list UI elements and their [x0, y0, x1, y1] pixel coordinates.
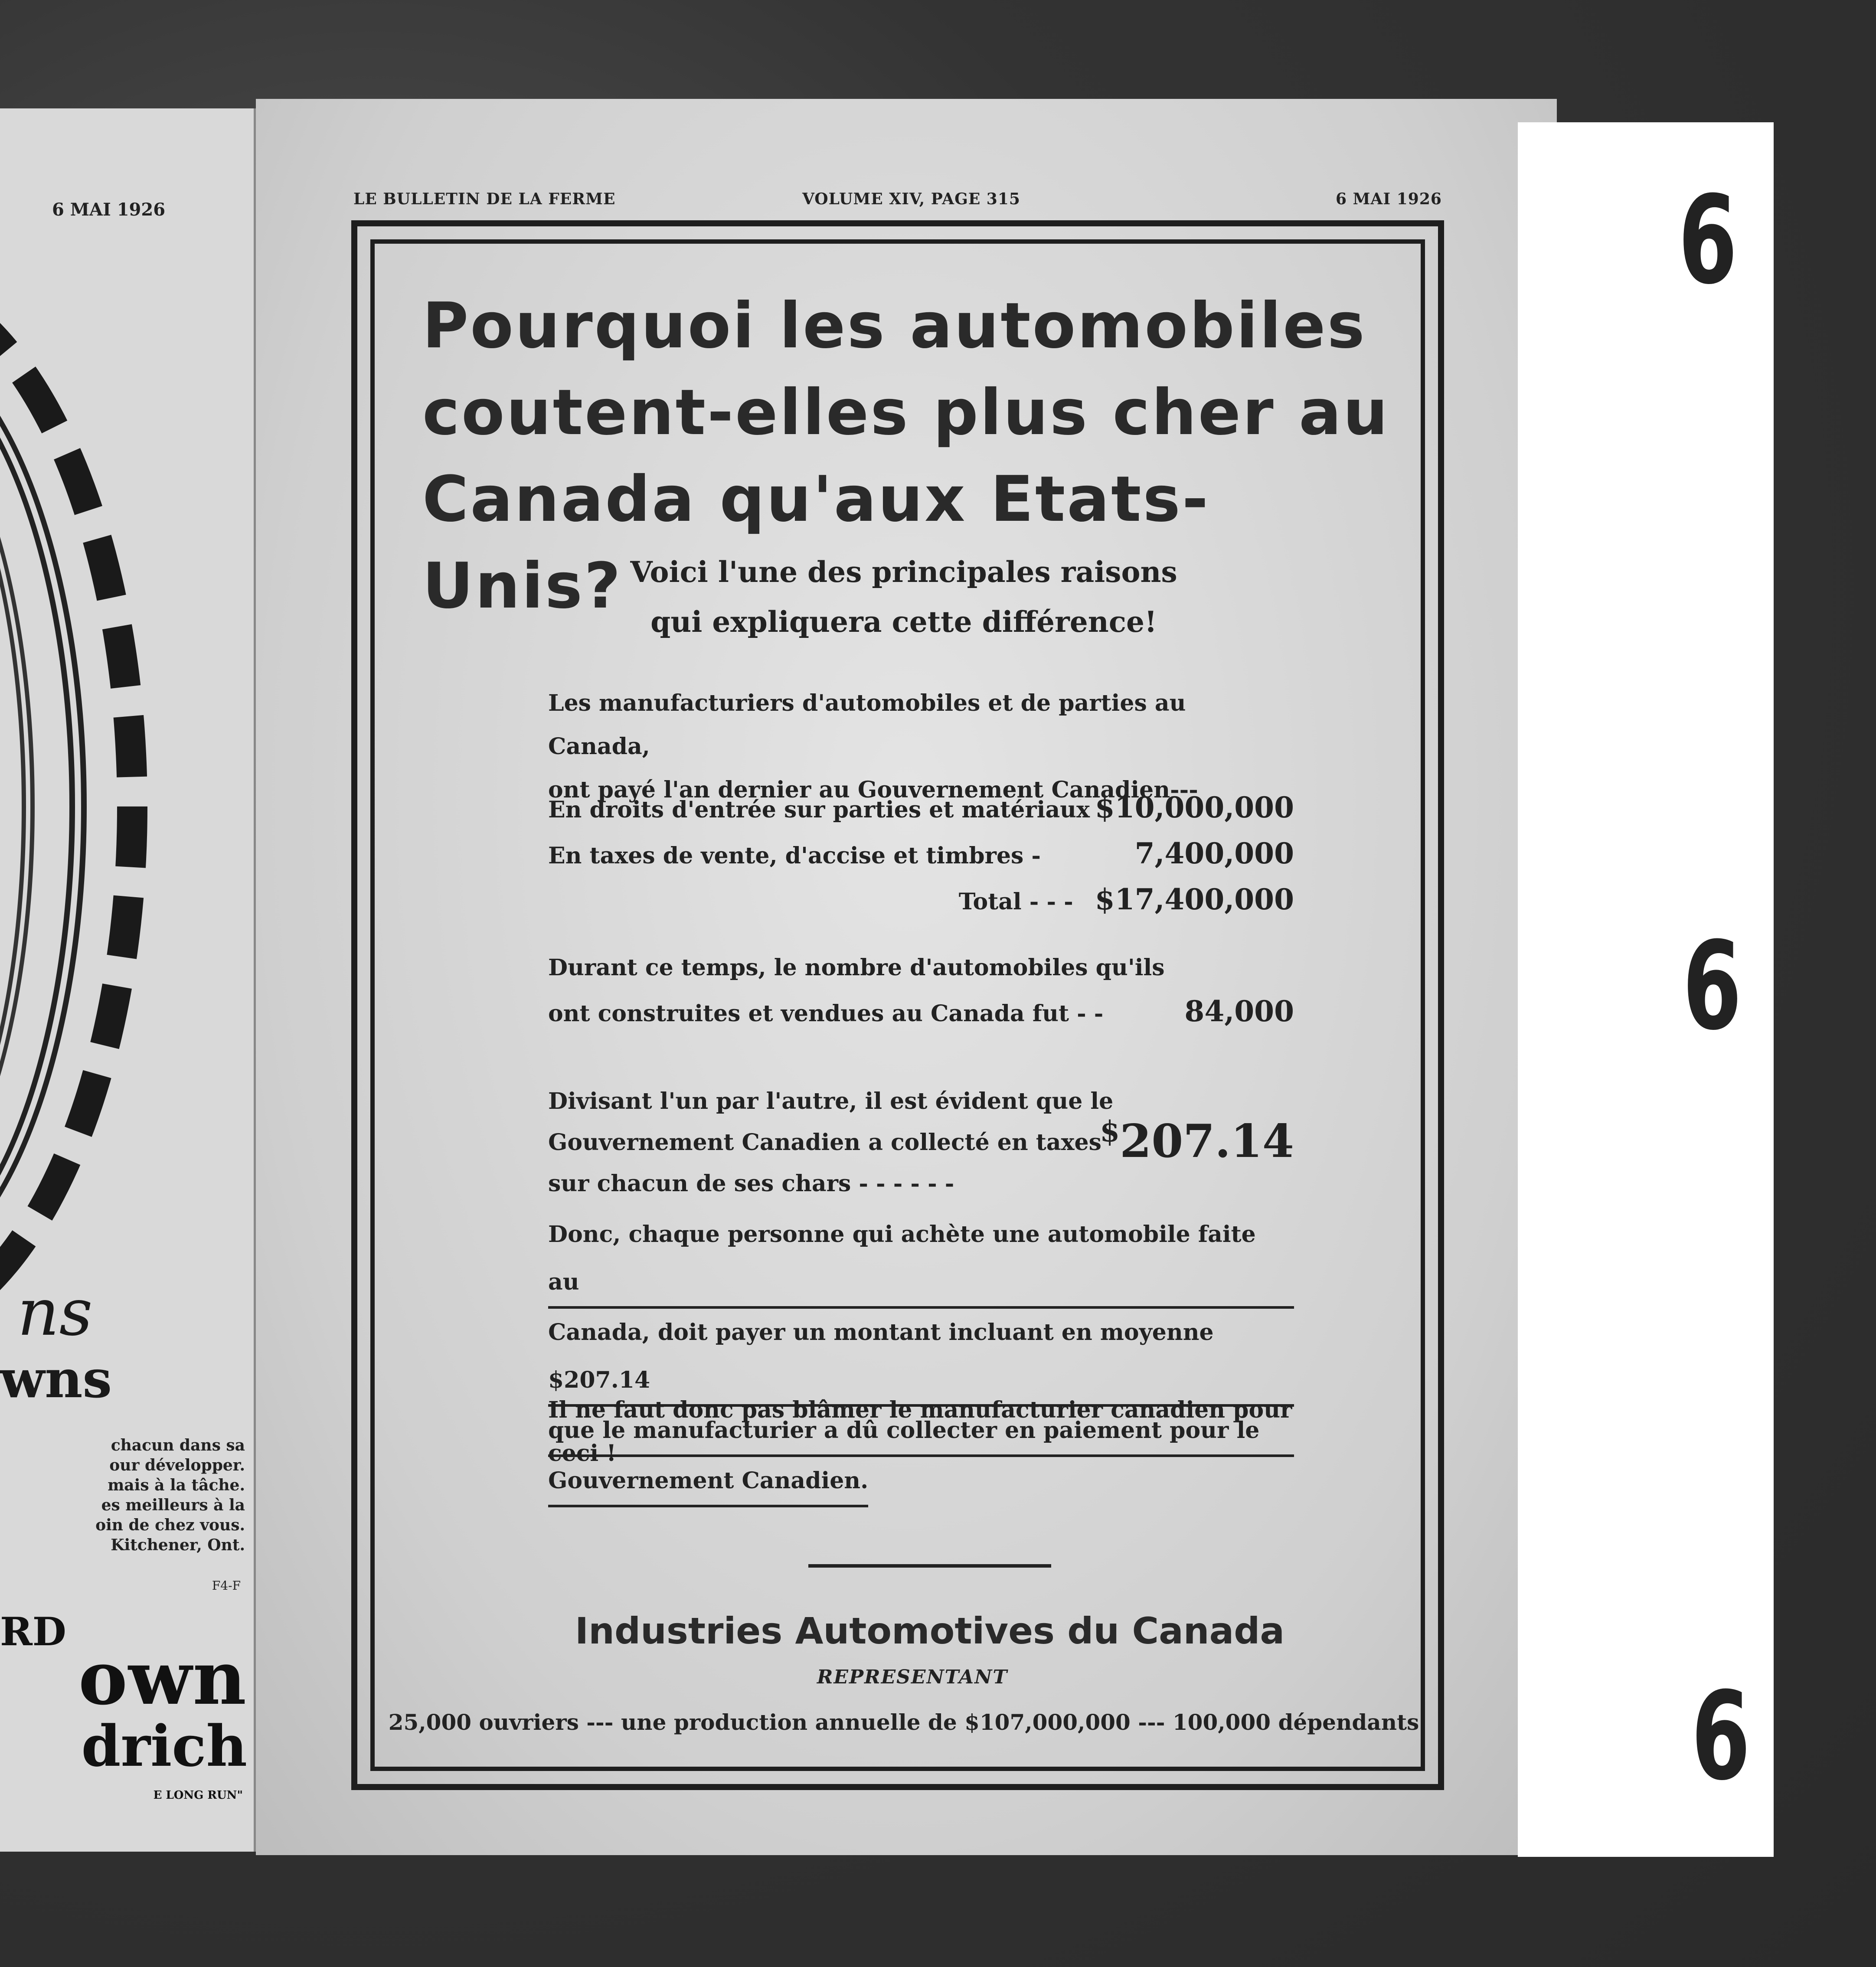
tax-per-car [1100, 1111, 1294, 1168]
advertisement-inner-border [370, 239, 1425, 1771]
division-line: Divisant l'un par l'autre, il est évident que le [548, 1088, 1114, 1114]
ad-headline: Pourquoi les automobiles coutent-elles plus cher au Canada qu'aux Etats-Unis? [422, 289, 1390, 623]
total-label: Total - - - [958, 889, 1073, 915]
blame-paragraph [548, 1389, 1294, 1475]
left-page-line: oin de chez vous. [95, 1516, 245, 1534]
payment-table [548, 786, 1294, 924]
payment-label: En droits d'entrée sur parties et matériaux [548, 797, 1090, 823]
cars-paragraph [548, 946, 1294, 1036]
left-page-line: Kitchener, Ont. [111, 1536, 245, 1554]
publication-name: LE BULLETIN DE LA FERME [353, 190, 616, 208]
frame-number: 6 [1691, 1666, 1751, 1807]
payment-label: En taxes de vente, d'accise et timbres - [548, 843, 1041, 869]
division-line: Gouvernement Canadien a collecté en taxes [548, 1129, 1101, 1156]
left-page-brand-4: E LONG RUN" [153, 1789, 243, 1802]
left-page [0, 108, 256, 1852]
left-page-body [0, 1435, 245, 1555]
payment-row [548, 832, 1294, 878]
left-page-brand-2: own [78, 1635, 247, 1722]
tax-per-car-amount: 207.14 [1120, 1114, 1294, 1168]
conclusion-line: Donc, chaque personne qui achète une automobile faite au [548, 1211, 1294, 1309]
frame-number-strip [1518, 122, 1774, 1857]
cars-label: ont construites et vendues au Canada fut - - [548, 1000, 1104, 1027]
intro-line: Les manufacturiers d'automobiles et de parties au Canada, [548, 690, 1186, 760]
left-page-headline-1: ns [17, 1275, 93, 1350]
conclusion-line: Gouvernement Canadien. [548, 1457, 868, 1507]
payment-amount: 7,400,000 [1134, 836, 1294, 870]
divider-rule [808, 1564, 1051, 1568]
volume-page: VOLUME XIV, PAGE 315 [802, 190, 1020, 208]
left-page-headline-2: wns [0, 1349, 112, 1410]
footer-stats: 25,000 ouvriers --- une production annuelle de $107,000,000 --- 100,000 dépendants [388, 1709, 1419, 1735]
tax-per-car-dollar-sign: $ [1100, 1114, 1120, 1148]
cars-line: Durant ce temps, le nombre d'automobiles qu'ils [548, 954, 1165, 981]
main-page [256, 99, 1557, 1855]
blame-line: ceci ! [548, 1440, 617, 1467]
intro-line: ont payé l'an dernier au Gouvernement Canadien--- [548, 777, 1198, 803]
organization-name: Industries Automotives du Canada [575, 1610, 1285, 1652]
representing-label: REPRESENTANT [817, 1666, 1008, 1688]
issue-date: 6 MAI 1926 [1336, 190, 1442, 208]
left-page-line: chacun dans sa [111, 1436, 245, 1454]
division-paragraph [548, 1081, 1294, 1204]
left-page-line: es meilleurs à la [101, 1496, 245, 1514]
left-page-code: F4-F [212, 1578, 241, 1593]
cars-amount: 84,000 [1184, 994, 1294, 1028]
advertisement-frame [351, 220, 1444, 1790]
conclusion-line: Canada, doit payer un montant incluant en moyenne $207.14 [548, 1309, 1294, 1407]
left-page-brand-1: RD [0, 1609, 66, 1655]
left-page-line: our développer. [109, 1456, 245, 1474]
payment-row [548, 786, 1294, 832]
left-page-date: 6 MAI 1926 [52, 199, 166, 220]
payment-amount: $10,000,000 [1095, 791, 1294, 824]
division-line: sur chacun de ses chars - - - - - - [548, 1170, 954, 1197]
left-page-line: mais à la tâche. [108, 1476, 245, 1494]
frame-number: 6 [1683, 916, 1742, 1057]
ad-subheadline-line: Voici l'une des principales raisons [630, 555, 1177, 589]
left-page-brand-3: drich [81, 1713, 247, 1779]
blame-line: Il ne faut donc pas blâmer le manufacturier canadien pour [548, 1397, 1292, 1423]
ad-subheadline-line: qui expliquera cette différence! [650, 605, 1157, 639]
conclusion-line: que le manufacturier a dû collecter en paiement pour le [548, 1407, 1294, 1457]
payment-total-row [548, 878, 1294, 924]
cars-row [548, 990, 1294, 1036]
total-amount: $17,400,000 [1095, 882, 1294, 916]
ad-subheadline [375, 547, 1433, 647]
frame-number: 6 [1678, 170, 1738, 311]
